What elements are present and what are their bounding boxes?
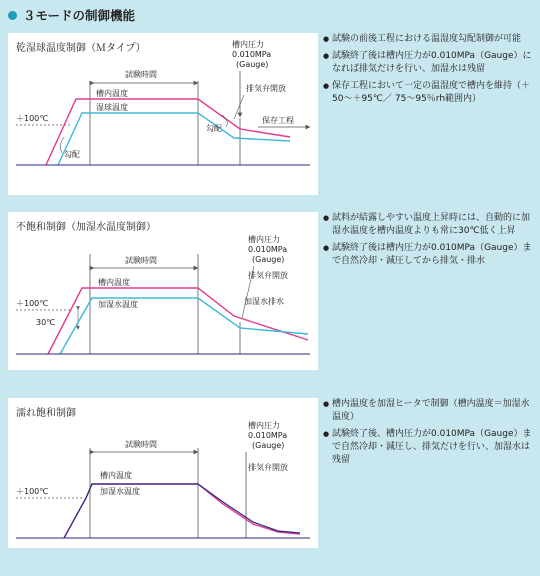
- humid-temp-label: 湿球温度: [96, 103, 128, 112]
- humid-temp-curve: [58, 113, 290, 165]
- pressure-label-2: 0.010MPa: [248, 245, 288, 254]
- drain-label: 加湿水排水: [244, 297, 284, 306]
- humid-temp-label: 加湿水温度: [100, 487, 140, 496]
- note-item: ● 試験終了後、槽内圧力が0.010MPa（Gauge）まで自然冷却・減圧し、排気だけを行い、加湿水は残留: [323, 428, 537, 467]
- chamber-temp-label: 槽内温度: [98, 278, 130, 287]
- temp-100-label: ＋100℃: [16, 487, 49, 496]
- notes-unsaturated: [323, 212, 537, 272]
- test-time-label: 試験時間: [125, 440, 157, 449]
- exhaust-label: 排気弁開放: [246, 84, 286, 93]
- panel-m-type: [8, 33, 318, 195]
- panel-title: 不飽和制御（加湿水温度制御）: [16, 222, 156, 233]
- chamber-temp-curve: [46, 99, 290, 165]
- exhaust-label: 排気弁開放: [248, 463, 288, 472]
- note-item: ● 保存工程において一定の温湿度で槽内を維持（＋50～＋95℃／ 75～95％rh範囲内）: [323, 80, 537, 106]
- panel-unsaturated: [8, 212, 318, 370]
- note-item: ● 試験の前後工程における温湿度勾配制御が可能: [323, 33, 537, 46]
- m-type-diagram: [8, 33, 318, 195]
- gradient-label-2: 勾配: [206, 124, 222, 133]
- exhaust-pointer: [234, 95, 244, 119]
- page-title: [8, 6, 135, 24]
- page-title-text: ３モードの制御機能: [23, 8, 136, 23]
- panel-title: 乾湿球温度制御（Ｍタイプ）: [16, 43, 146, 54]
- storage-label: 保存工程: [262, 116, 294, 125]
- notes-wet-saturated: [323, 398, 537, 471]
- pressure-label-3: (Gauge): [252, 441, 285, 450]
- test-time-label: 試験時間: [125, 256, 157, 265]
- pressure-label-3: (Gauge): [252, 255, 285, 264]
- pressure-label-2: 0.010MPa: [248, 431, 288, 440]
- note-item: ● 試験終了後は槽内圧力が0.010MPa（Gauge）まで自然冷却・減圧してから排気・排水: [323, 242, 537, 268]
- pressure-label-1: 槽内圧力: [248, 235, 280, 244]
- panel-title: 濡れ飽和制御: [16, 408, 76, 419]
- unsaturated-diagram: [8, 212, 318, 370]
- note-item: ● 槽内温度を加湿ヒータで制御（槽内温度＝加湿水温度）: [323, 398, 537, 424]
- chamber-temp-label: 槽内温度: [100, 471, 132, 480]
- temp-100-label: ＋100℃: [16, 299, 49, 308]
- notes-m-type: [323, 33, 537, 110]
- pressure-label-2: 0.010MPa: [232, 50, 272, 59]
- pressure-label-1: 槽内圧力: [232, 40, 264, 49]
- bullet-dot-icon: [8, 11, 17, 20]
- wet-saturated-diagram: [8, 398, 318, 548]
- panel-wet-saturated: [8, 398, 318, 548]
- pressure-label-3: (Gauge): [236, 60, 269, 69]
- chamber-temp-label: 槽内温度: [96, 89, 128, 98]
- test-time-label: 試験時間: [125, 70, 157, 79]
- gradient-label-1: 勾配: [64, 150, 80, 159]
- note-item: ● 試料が結露しやすい温度上昇時には、自動的に加湿水温度を槽内温度よりも常に30℃低く上昇: [323, 212, 537, 238]
- humid-temp-label: 加湿水温度: [98, 300, 138, 309]
- temp-100-label: ＋100℃: [16, 114, 49, 123]
- delta-30-label: 30℃: [36, 318, 56, 327]
- note-item: ● 試験終了後は槽内圧力が0.010MPa（Gauge）になれば排気だけを行い、加湿水は残留: [323, 50, 537, 76]
- exhaust-label: 排気弁開放: [248, 271, 288, 280]
- pressure-label-1: 槽内圧力: [248, 421, 280, 430]
